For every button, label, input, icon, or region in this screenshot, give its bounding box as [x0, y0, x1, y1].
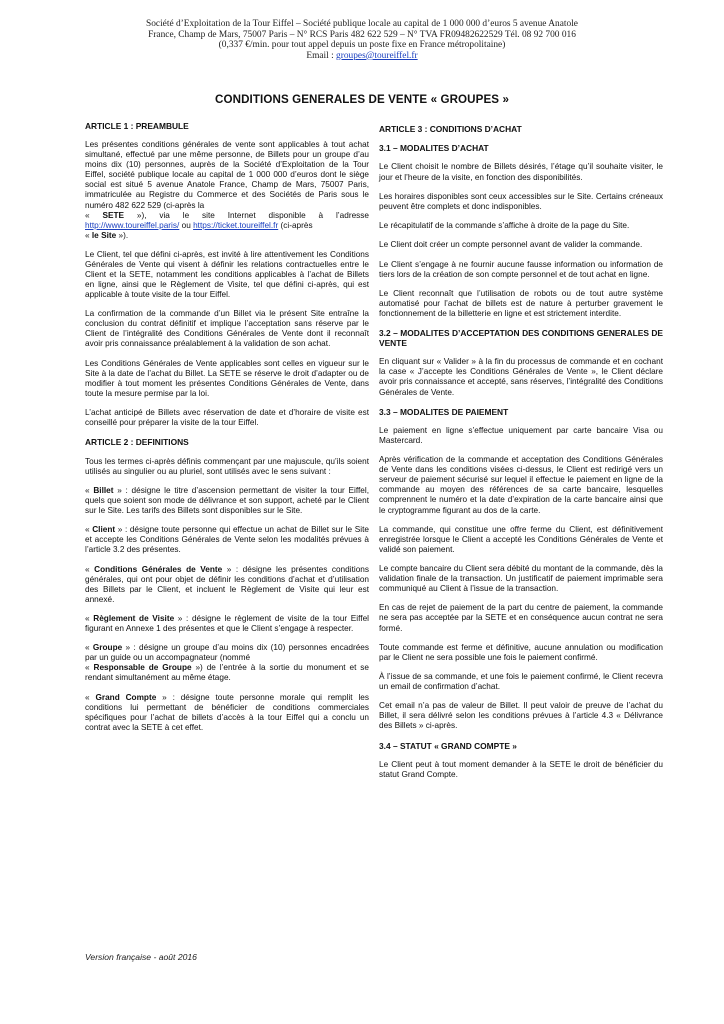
- paiement-paragraph-3: La commande, qui constitue une offre ferme du Client, est définitivement enregistrée lorsque le Client a accepté les Conditions Générales de Vente et validé son paiement.: [379, 524, 663, 554]
- toureiffel-site-link[interactable]: http://www.toureiffel.paris/: [85, 220, 180, 230]
- section-3-2-heading: 3.2 – MODALITES D’ACCEPTATION DES CONDITIONS GENERALES DE VENTE: [379, 328, 663, 349]
- definition-client: « Client » : désigne toute personne qui effectue un achat de Billet sur le Site et accepte les Conditions Générales de Vente selon les modalités prévues à l’article 3.2 des présentes.: [85, 525, 369, 555]
- article-1-heading: ARTICLE 1 : PREAMBULE: [85, 121, 189, 131]
- definition-cgv: « Conditions Générales de Vente » : désigne les présentes conditions générales, qui ont pour objet de définir les conditions d’achat et d’utilisation des Billets par le Client, et incluent le Règlement de Visite qui leur est annexé.: [85, 564, 369, 604]
- section-3-3-heading: 3.3 – MODALITES DE PAIEMENT: [379, 406, 509, 417]
- preamble-paragraph-3: La confirmation de la commande d’un Billet via le présent Site entraîne la conclusion du contrat définitif et implique l’acceptation sans réserve par le Client de l’intégralité des Conditions Générales de Vente dont il reconnaît avoir pris connaissance préalablement à la validation de son achat.: [85, 309, 369, 349]
- email-link[interactable]: groupes@toureiffel.fr: [336, 50, 418, 61]
- grand-compte-paragraph: Le Client peut à tout moment demander à la SETE le droit de bénéficier du statut Grand Compte.: [379, 759, 663, 779]
- preamble-paragraph-1c: « le Site »).: [85, 230, 129, 240]
- paiement-paragraph-4: Le compte bancaire du Client sera débité du montant de la commande, dès la validation finale de la transaction. Un justificatif de paiement imprimable sera communiqué au Client à l’issue de la transaction.: [379, 564, 663, 594]
- preamble-paragraph-5: L’achat anticipé de Billets avec réservation de date et d’horaire de visite est conseillé pour préparer la visite de la tour Eiffel.: [85, 408, 369, 428]
- header-line-3: (0,337 €/min. pour tout appel depuis un poste fixe en France métropolitaine): [218, 40, 506, 51]
- paiement-paragraph-2: Après vérification de la commande et acceptation des Conditions Générales de Vente dans les conditions visées ci-dessus, le Client est redirigé vers un serveur de paiement sécurisé sur lequel il effectue le paiement en ligne de la commande au moyen des références de sa carte bancaire, lesquelles comprennent le numéro et la date d’expiration de la carte bancaire ainsi que le cryptogramme figurant au dos de la carte.: [379, 455, 663, 515]
- document-title: CONDITIONS GENERALES DE VENTE « GROUPES »: [215, 93, 509, 106]
- company-header: [0, 19, 724, 61]
- version-footer: Version française - août 2016: [85, 952, 197, 962]
- paiement-paragraph-5: En cas de rejet de paiement de la part du centre de paiement, la commande ne sera pas acceptée par la SETE et en conséquence aucun contrat ne sera formé.: [379, 603, 663, 633]
- ticket-site-link[interactable]: https://ticket.toureiffel.fr: [193, 220, 279, 230]
- section-3-4-heading: 3.4 – STATUT « GRAND COMPTE »: [379, 740, 517, 751]
- definition-reglement: « Règlement de Visite » : désigne le règlement de visite de la tour Eiffel figurant en Annexe 1 des présentes et que le Client s’engage à respecter.: [85, 613, 369, 633]
- article-3-heading: ARTICLE 3 : CONDITIONS D’ACHAT: [379, 124, 522, 134]
- achat-paragraph-6: Le Client reconnaît que l’utilisation de robots ou de tout autre système automatisé pour l’achat de billets est de nature à perturber gravement le fonctionnement de la billetterie en ligne et est strictement interdite.: [379, 288, 663, 318]
- left-column: [85, 121, 369, 742]
- achat-paragraph-2: Les horaires disponibles sont ceux accessibles sur le Site. Certains créneaux peuvent être complets et donc indisponibles.: [379, 191, 663, 211]
- definition-billet: « Billet » : désigne le titre d’ascension permettant de visiter la tour Eiffel, quels que soient son mode de délivrance et son support, acheté par le Client sur le Site. Les tarifs des Billets sont disponibles sur le Site.: [85, 485, 369, 515]
- definitions-intro: Tous les termes ci-après définis commençant par une majuscule, qu’ils soient utilisés au singulier ou au pluriel, sont utilisés avec le sens suivant :: [85, 456, 369, 476]
- paiement-paragraph-6: Toute commande est ferme et définitive, aucune annulation ou modification par le Client ne sera possible une fois le paiement confirmé.: [379, 642, 663, 662]
- header-line-1: Société d’Exploitation de la Tour Eiffel – Société publique locale au capital de 1 000 000 d’euros 5 avenue Anatole: [146, 19, 578, 29]
- header-email-line: [0, 51, 724, 62]
- paiement-paragraph-7: À l’issue de sa commande, et une fois le paiement confirmé, le Client recevra un email de confirmation d’achat.: [379, 672, 663, 692]
- header-line-2: France, Champ de Mars, 75007 Paris – N° RCS Paris 482 622 529 – N° TVA FR09482622529 Tél. 08 92 700 016: [148, 29, 576, 40]
- definition-groupe: « Groupe » : désigne un groupe d’au moins dix (10) personnes encadrées par un guide ou un accompagnateur (nommé « Responsable de Groupe ») de l’entrée à la sortie du monument et se rendant simultanément au même étage.: [85, 643, 369, 683]
- definition-grand-compte: « Grand Compte » : désigne toute personne morale qui remplit les conditions lui permettant de bénéficier de conditions commerciales spécifiques pour l’achat de billets d’accès à la tour Eiffel qui a conclu un contrat avec la SETE à cet effet.: [85, 692, 369, 732]
- section-3-1-heading: 3.1 – MODALITES D’ACHAT: [379, 143, 489, 154]
- achat-paragraph-3: Le récapitulatif de la commande s’affiche à droite de la page du Site.: [379, 221, 630, 231]
- preamble-paragraph-1b: « SETE »), via le site Internet disponible à l’adresse http://www.toureiffel.paris/ ou https://ticket.toureiffel.fr (ci-après: [85, 210, 369, 230]
- achat-paragraph-1: Le Client choisit le nombre de Billets désirés, l’étage qu’il souhaite visiter, le jour et l’heure de la visite, en fonction des disponibilités.: [379, 162, 663, 182]
- right-column: [379, 124, 663, 789]
- preamble-paragraph-2: Le Client, tel que défini ci-après, est invité à lire attentivement les Conditions Générales de Vente qui visent à définir les relations contractuelles entre le Client et la SETE, notamment les conditions applicables à l’achat de Billets en ligne, ainsi que le Règlement de Visite, tel que défini ci-après, qui est applicable à toute visite de la tour Eiffel.: [85, 249, 369, 300]
- email-label: Email :: [306, 50, 337, 61]
- acceptation-paragraph: En cliquant sur « Valider » à la fin du processus de commande et en cochant la case « J’accepte les Conditions Générales de Vente », le Client déclare avoir pris connaissance et accepté, sans réserves, l’intégralité des Conditions Générales de Vente.: [379, 357, 663, 397]
- preamble-paragraph-4: Les Conditions Générales de Vente applicables sont celles en vigueur sur le Site à la date de l’achat du Billet. La SETE se réserve le droit d’adapter ou de modifier à tout moment les présentes Conditions Générales de Vente, dans toute la mesure permise par la loi.: [85, 358, 369, 398]
- achat-paragraph-5: Le Client s’engage à ne fournir aucune fausse information ou information de tiers lors de la création de son compte personnel et de tout achat en ligne.: [379, 259, 663, 279]
- achat-paragraph-4: Le Client doit créer un compte personnel avant de valider la commande.: [379, 240, 643, 250]
- paiement-paragraph-1: Le paiement en ligne s’effectue uniquement par carte bancaire Visa ou Mastercard.: [379, 426, 663, 446]
- paiement-paragraph-8: Cet email n’a pas de valeur de Billet. Il peut valoir de preuve de l’achat du Billet, il sera délivré selon les conditions prévues à l’article 4.3 « Délivrance des Billets » ci-après.: [379, 701, 663, 731]
- article-2-heading: ARTICLE 2 : DEFINITIONS: [85, 437, 189, 448]
- preamble-paragraph-1: Les présentes conditions générales de vente sont applicables à tout achat simultané, effectué par une même personne, de Billets pour un groupe d’au moins dix (10) personnes, auprès de la Société d’Exploitation de la Tour Eiffel, société publique locale au capital de 1 000 000 d’euros dont le siège social est situé 5 avenue Anatole France, Champ de Mars, 75007 Paris, immatriculée au Registre du Commerce et des Sociétés de Paris sous le numéro 482 622 529 (ci-après la: [85, 140, 369, 210]
